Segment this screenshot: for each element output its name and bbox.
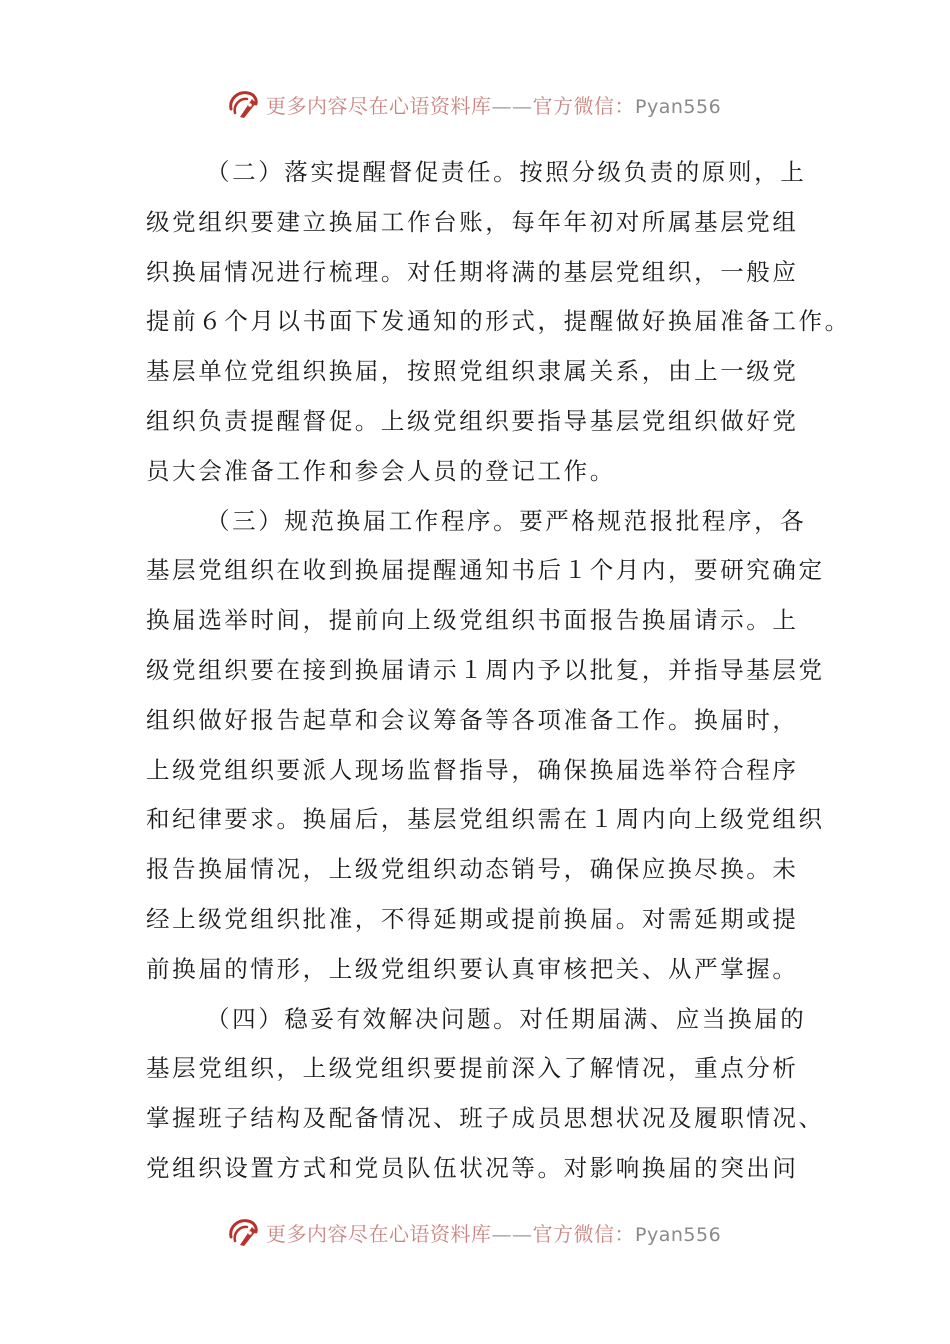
text-line: 报告换届情况，上级党组织动态销号，确保应换尽换。未 [146,855,799,884]
text-line: 织换届情况进行梳理。对任期将满的基层党组织，一般应 [146,257,799,286]
banner-main-text: 更多内容尽在心语资料库 [266,1221,492,1246]
banner-text [266,90,721,119]
text-line: 级党组织要建立换届工作台账，每年年初对所属基层党组 [146,207,799,236]
text-line: 前换届的情形，上级党组织要认真审核把关、从严掌握。 [146,954,799,983]
text-line: （三）规范换届工作程序。要严格规范报批程序，各 [206,506,807,535]
text-line: 组织做好报告起草和会议筹备等各项准备工作。换届时， [146,705,799,734]
text-line: 级党组织要在接到换届请示１周内予以批复，并指导基层党 [146,655,825,684]
text-line: 经上级党组织批准，不得延期或提前换届。对需延期或提 [146,904,799,933]
text-line: 换届选举时间，提前向上级党组织书面报告换届请示。上 [146,606,799,635]
banner-dash: —— [491,93,533,118]
text-line: 基层单位党组织换届，按照党组织隶属关系，由上一级党 [146,357,799,386]
header-banner [226,84,721,124]
text-line: 和纪律要求。换届后，基层党组织需在１周内向上级党组织 [146,805,825,834]
document-body [146,148,851,1194]
text-line: 员大会准备工作和参会人员的登记工作。 [146,456,616,485]
text-line: 掌握班子结构及配备情况、班子成员思想状况及履职情况、 [146,1104,825,1133]
text-line: （四）稳妥有效解决问题。对任期届满、应当换届的 [206,1004,807,1033]
banner-suffix-text: 官方微信： [532,93,635,118]
banner-text [266,1218,721,1247]
pen-nib-logo-icon [226,1215,260,1249]
text-line: 上级党组织要派人现场监督指导，确保换届选举符合程序 [146,755,799,784]
text-line: 党组织设置方式和党员队伍状况等。对影响换届的突出问 [146,1153,799,1182]
text-line: 基层党组织，上级党组织要提前深入了解情况，重点分析 [146,1054,799,1083]
text-line: 基层党组织在收到换届提醒通知书后１个月内，要研究确定 [146,556,825,585]
banner-dash: —— [491,1221,533,1246]
footer-banner [226,1212,721,1252]
text-line: 提前６个月以书面下发通知的形式，提醒做好换届准备工作。 [146,307,851,336]
banner-main-text: 更多内容尽在心语资料库 [266,93,492,118]
text-line: （二）落实提醒督促责任。按照分级负责的原则，上 [206,158,807,186]
text-line: 组织负责提醒督促。上级党组织要指导基层党组织做好党 [146,406,799,435]
banner-wechat-id: Pyan556 [635,1223,722,1246]
banner-suffix-text: 官方微信： [532,1221,635,1246]
pen-nib-logo-icon [226,87,260,121]
banner-wechat-id: Pyan556 [635,95,722,118]
